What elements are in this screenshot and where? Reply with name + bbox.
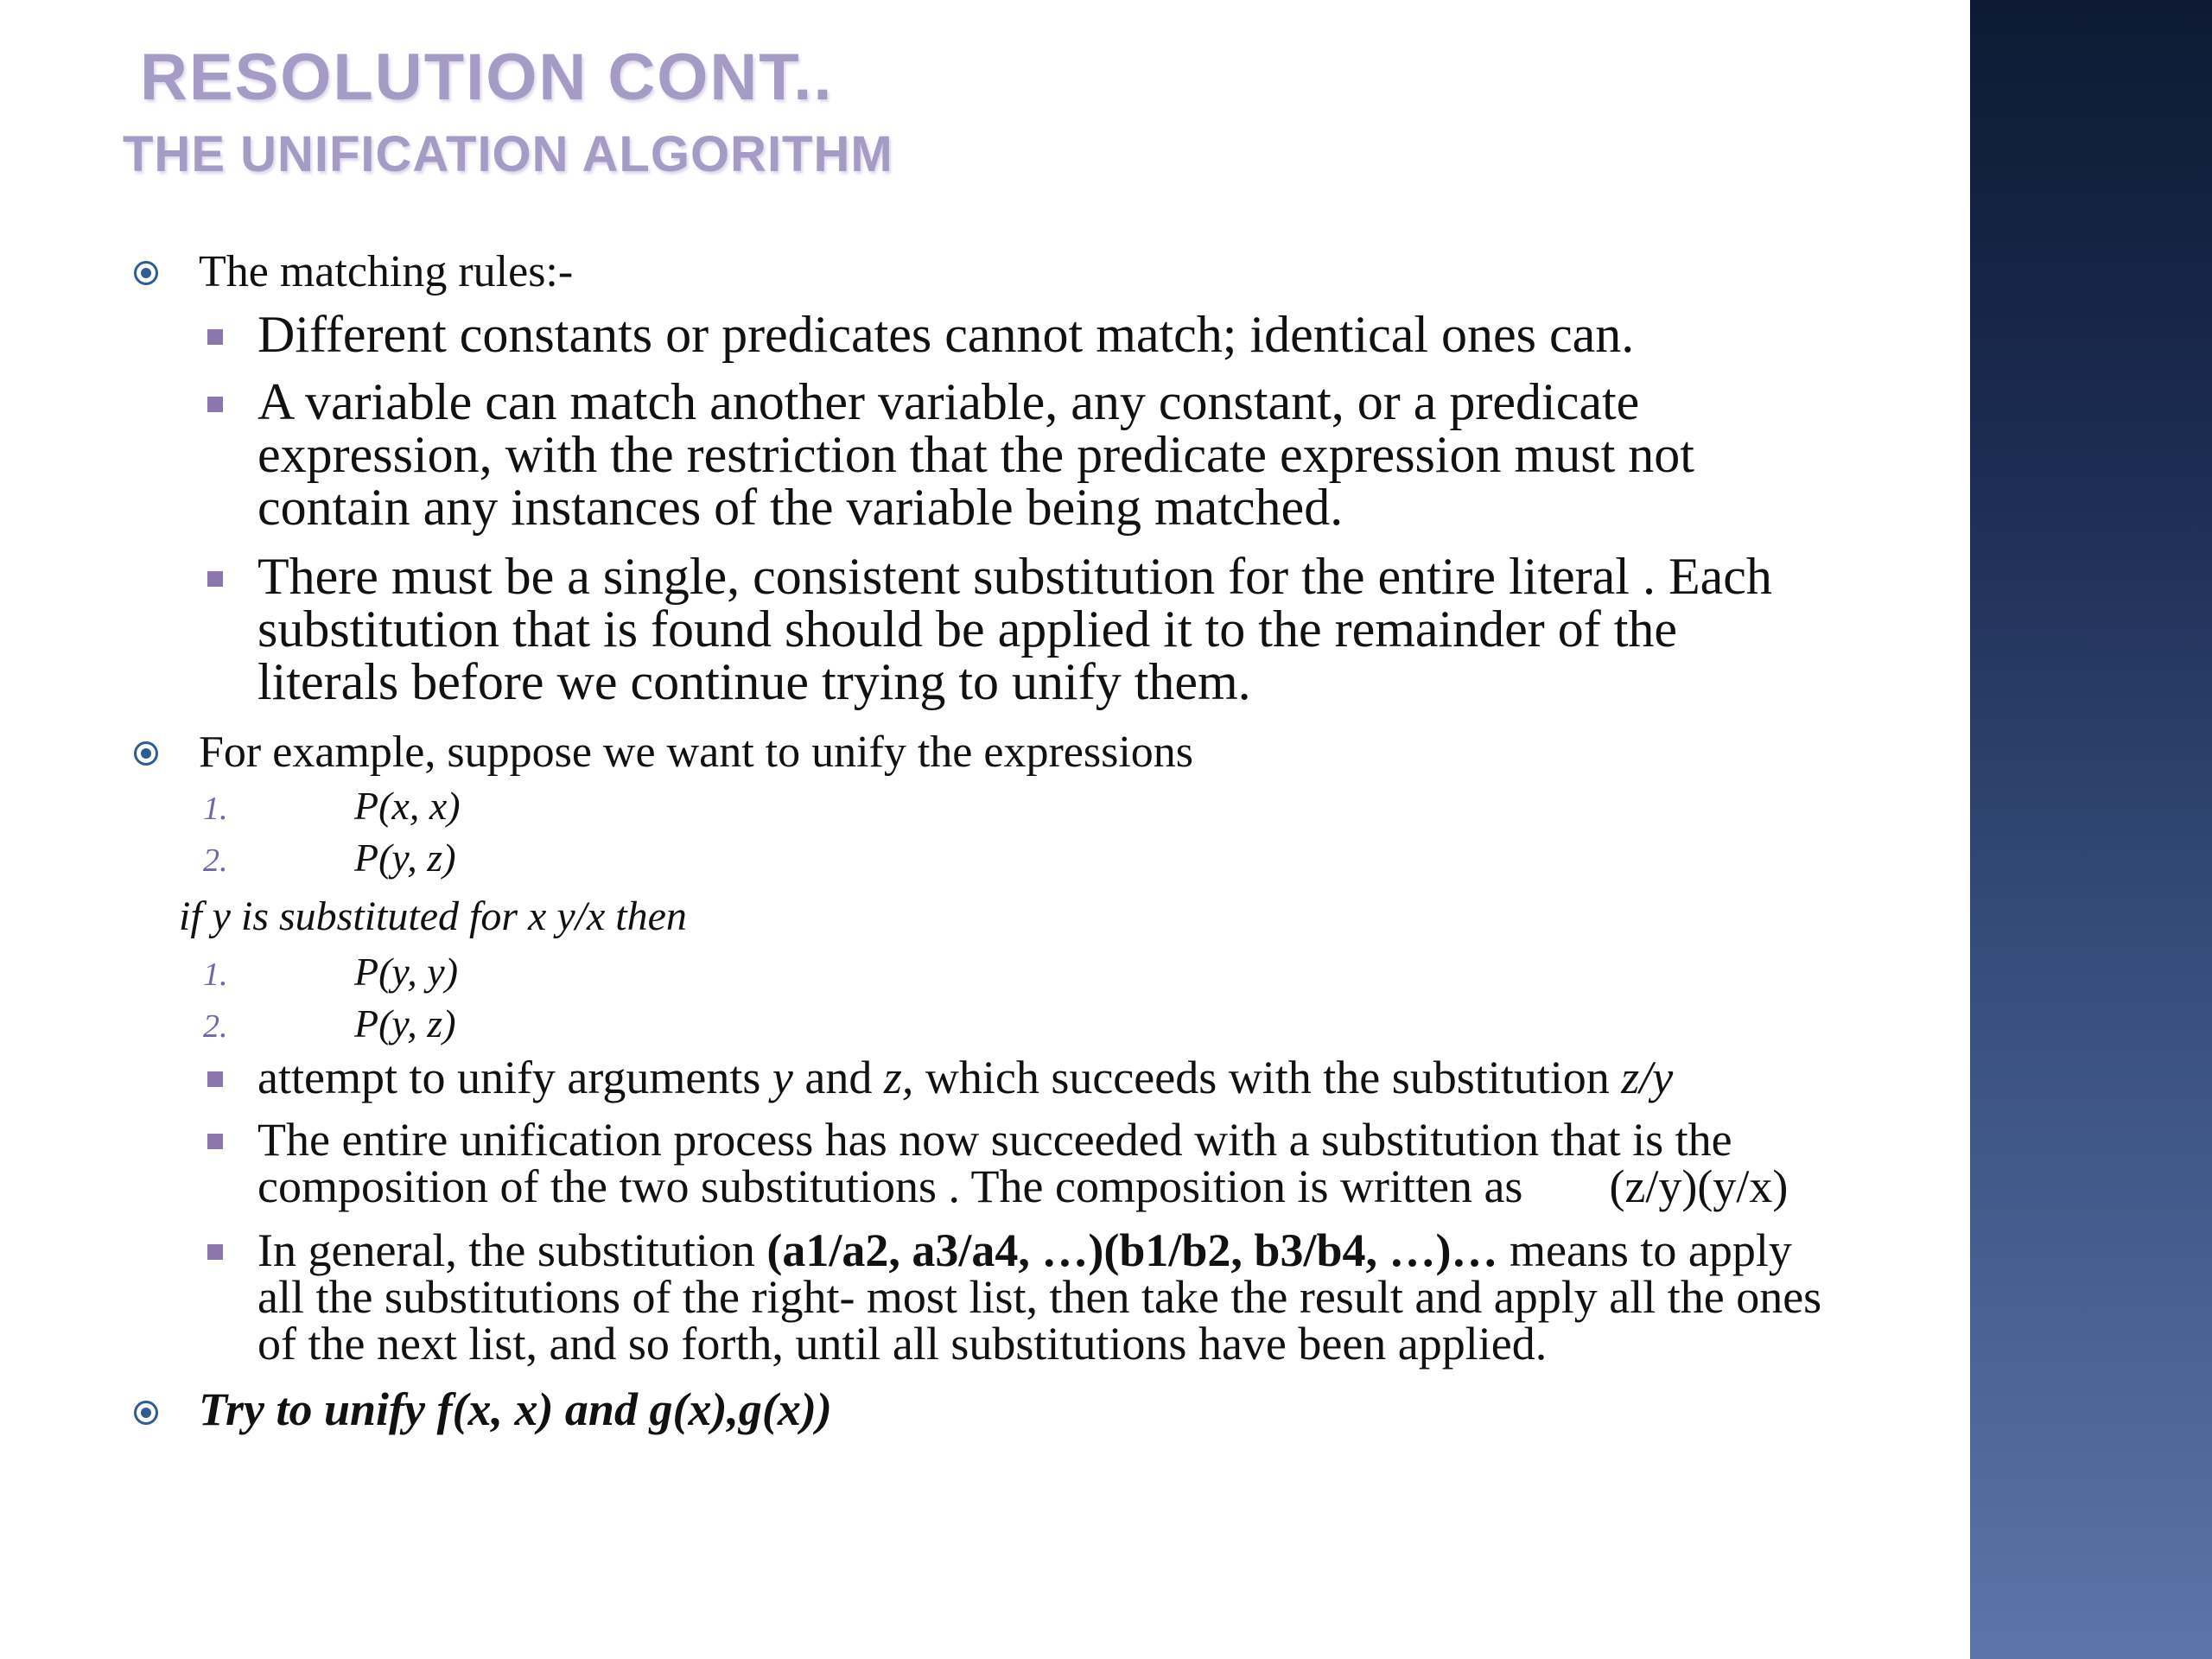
list-number: 1. bbox=[203, 791, 228, 827]
general-bold-formula: (a1/a2, a3/a4, …)(b1/b2, b3/b4, …)… bbox=[766, 1224, 1498, 1276]
attempt-mid: which succeeds with the substitution bbox=[913, 1052, 1622, 1103]
slide-subtitle: THE UNIFICATION ALGORITHM bbox=[123, 126, 893, 182]
general-pre: In general, the substitution bbox=[257, 1224, 767, 1276]
entire-process-text bbox=[257, 1116, 1788, 1210]
list-number: 2. bbox=[203, 842, 228, 879]
general-substitution-text bbox=[257, 1224, 1822, 1370]
rule-variable bbox=[257, 373, 1694, 536]
exercise-text: Try to unify f(x, x) and g(x),g(x)) bbox=[199, 1383, 832, 1435]
list-number: 1. bbox=[203, 957, 228, 993]
example-intro: For example, suppose we want to unify the expressions bbox=[199, 728, 1194, 777]
attempt-text bbox=[257, 1054, 1673, 1101]
matching-rules-heading: The matching rules:- bbox=[199, 247, 574, 296]
entire-line-2 bbox=[257, 1160, 1789, 1212]
square-bullet-icon bbox=[207, 1071, 223, 1087]
expression: P(x, x) bbox=[354, 784, 461, 828]
attempt-pre: attempt to unify arguments bbox=[257, 1052, 772, 1103]
expression: P(y, y) bbox=[354, 950, 459, 994]
slide-title: RESOLUTION CONT.. bbox=[140, 41, 834, 114]
rule-substitution-line-3: literals before we continue trying to unify them. bbox=[257, 653, 1251, 710]
composition-formula: (z/y)(y/x) bbox=[1609, 1160, 1789, 1212]
square-bullet-icon bbox=[207, 571, 223, 587]
general-line-3: of the next list, and so forth, until all substitutions have been applied. bbox=[257, 1318, 1548, 1370]
rule-variable-line-2: expression, with the restriction that the predicate expression must not bbox=[257, 426, 1694, 483]
rule-substitution-line-1: There must be a single, consistent substitution for the entire literal . Each bbox=[257, 548, 1772, 605]
attempt-substitution: z/y bbox=[1621, 1052, 1674, 1103]
circle-bullet-icon bbox=[134, 741, 158, 766]
square-bullet-icon bbox=[207, 397, 223, 412]
expression: P(y, z) bbox=[354, 836, 456, 880]
attempt-var-z: z, bbox=[883, 1052, 914, 1103]
rule-substitution bbox=[257, 550, 1772, 709]
entire-line-2-text: composition of the two substitutions . The composition is written as bbox=[257, 1160, 1523, 1212]
general-post: means to apply bbox=[1497, 1224, 1792, 1276]
attempt-and: and bbox=[792, 1052, 884, 1103]
square-bullet-icon bbox=[207, 329, 223, 345]
general-line-2: all the substitutions of the right- most list, then take the result and apply all the ones bbox=[257, 1271, 1822, 1323]
rule-variable-line-3: contain any instances of the variable being matched. bbox=[257, 479, 1344, 536]
square-bullet-icon bbox=[207, 1244, 223, 1260]
substitution-note: if y is substituted for x y/x then bbox=[179, 893, 687, 939]
general-line-1 bbox=[257, 1224, 1821, 1276]
square-bullet-icon bbox=[207, 1134, 223, 1149]
rule-variable-line-1: A variable can match another variable, any constant, or a predicate bbox=[257, 373, 1640, 430]
circle-bullet-icon bbox=[134, 1401, 158, 1425]
list-number: 2. bbox=[203, 1008, 228, 1045]
expression: P(y, z) bbox=[354, 1001, 456, 1046]
entire-line-1: The entire unification process has now succeeded with a substitution that is the bbox=[257, 1114, 1732, 1166]
rule-substitution-line-2: substitution that is found should be applied it to the remainder of the bbox=[257, 601, 1678, 658]
attempt-var-y: y bbox=[772, 1052, 793, 1103]
rule-constants: Different constants or predicates cannot match; identical ones can. bbox=[257, 306, 1635, 363]
circle-bullet-icon bbox=[134, 261, 158, 285]
decorative-sidebar bbox=[1970, 0, 2212, 1659]
